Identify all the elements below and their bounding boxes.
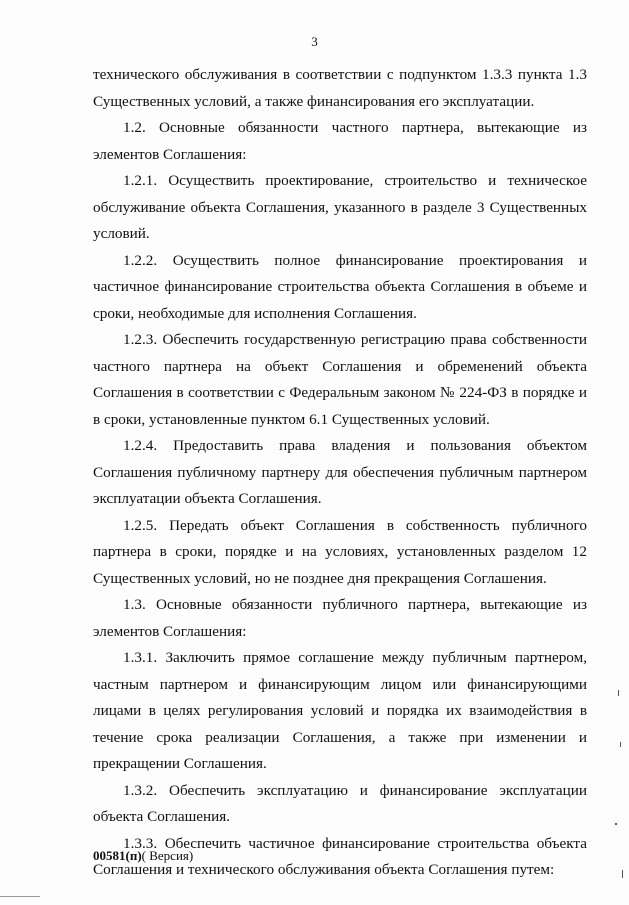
paragraph: 1.2.4. Предоставить права владения и пользования объектом Соглашения публичному партнеру для обеспечения публичным партнером эксплуатации объекта Соглашения. [93, 437, 587, 507]
scan-artifact [618, 690, 619, 696]
footer-doc-code [93, 848, 193, 864]
scan-artifact [622, 870, 623, 878]
page-number: 3 [311, 34, 318, 49]
paragraph: 1.3.1. Заключить прямое соглашение между публичным партнером, частным партнером и финансирующим лицом или финансирующими лицами в целях регулирования условий и порядка их взаимодействия в течение срока реализации Соглашения, а также при изменении и прекращении Соглашения. [93, 649, 587, 772]
document-body [93, 62, 587, 884]
doc-version: ( Версия) [141, 848, 194, 863]
paragraph: 1.3. Основные обязанности публичного партнера, вытекающие из элементов Соглашения: [93, 596, 587, 640]
paragraph: технического обслуживания в соответствии с подпунктом 1.3.3 пункта 1.3 Существенных условий, а также финансирования его эксплуатации. [93, 66, 587, 110]
paragraph: 1.2. Основные обязанности частного партнера, вытекающие из элементов Соглашения: [93, 119, 587, 163]
paragraph: 1.2.1. Осуществить проектирование, строительство и техническое обслуживание объекта Соглашения, указанного в разделе 3 Существенных условий. [93, 172, 587, 242]
paragraph: 1.3.3. Обеспечить частичное финансирование строительства объекта Соглашения и технического обслуживания объекта Соглашения путем: [93, 834, 587, 878]
paragraph: 1.3.2. Обеспечить эксплуатацию и финансирование эксплуатации объекта Соглашения. [93, 781, 587, 825]
scan-artifact [620, 742, 621, 747]
paragraph: 1.2.3. Обеспечить государственную регистрацию права собственности частного партнера на объект Соглашения и обременений объекта Соглашения в соответствии с Федеральным законом № 224-ФЗ в порядке и в сроки, установленные пунктом 6.1 Существенных условий. [93, 331, 587, 428]
paragraph: 1.2.2. Осуществить полное финансирование проектирования и частичное финансирование строительства объекта Соглашения в объеме и сроки, необходимые для исполнения Соглашения. [93, 251, 587, 322]
paragraph: 1.2.5. Передать объект Соглашения в собственность публичного партнера в сроки, порядке и на условиях, установленных разделом 12 Существенных условий, но не позднее дня прекращения Соглашения. [93, 516, 587, 587]
scan-artifact [615, 823, 617, 825]
doc-code: 00581(п) [93, 848, 142, 863]
scan-artifact [0, 896, 40, 897]
